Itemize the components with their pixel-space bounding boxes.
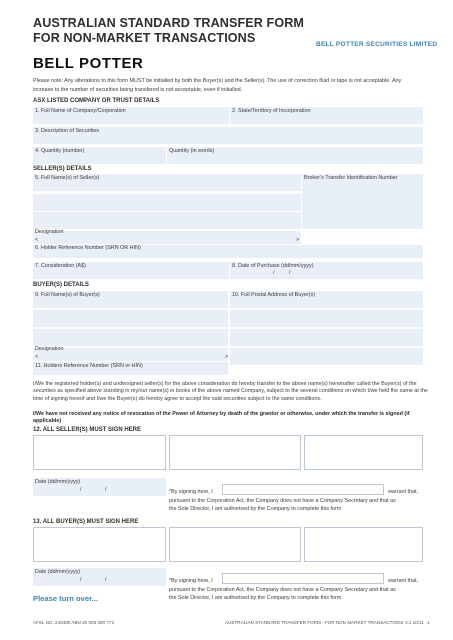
designation-open-bracket: < (35, 237, 39, 243)
seller-section-heading: SELLER(S) DETAILS (33, 166, 92, 172)
seller-sign-text-2: the Sole Director, I am authorised by the Company to complete this form (169, 506, 342, 512)
declaration-text: I/We the registered holder(s) and undersigned seller(s) for the above consideration do hereby transfer to the above name(s) hereinafter called the Buyer(s) of the securities as specified above standing in my/our name(s) in books of the above named Company, subject to the several conditions on which I/we held the same at the time of signing hereof and I/we the Buyer(s) do hereby agree to accept the said securities subject to the same conditions. (33, 381, 428, 402)
form-name-footer: AUSTRALIAN STANDARD TRANSFER FORM - FOR NON MARKET TRANSACTIONS V.1 10/11 (225, 620, 424, 625)
seller-designation-label: Designation (35, 229, 64, 235)
seller-name-field-2[interactable] (33, 194, 301, 211)
date-slash: / (80, 487, 82, 493)
buyer-signature-box-1[interactable] (33, 527, 166, 562)
buyer-warrant-label: warrant that, (388, 578, 418, 584)
consideration-field[interactable] (33, 262, 423, 279)
instruction-note: Please note: Any alterations to this form MUST be initialled by both the Buyer(s) and the Seller(s). The use of correction fluid or tape is not acceptable. Any increase to the number of securities being transfered is not acceptable, even if initialled. (33, 78, 402, 93)
page-number: 1 (427, 620, 430, 625)
consideration-label: 7. Consideration (A$) (35, 263, 86, 269)
seller-signature-box-3[interactable] (304, 435, 423, 470)
date-slash: / (105, 487, 107, 493)
company-name: BELL POTTER SECURITIES LIMITED (316, 41, 438, 48)
seller-sole-director-name-field[interactable] (222, 484, 384, 495)
date-slash: / (105, 577, 107, 583)
seller-signature-box-2[interactable] (169, 435, 301, 470)
buyer-address-field-4[interactable] (230, 348, 423, 365)
seller-warrant-label: warrant that, (388, 489, 418, 495)
buyer-sign-text-2: the Sole Director, I am authorised by the Company to complete this form (169, 595, 342, 601)
designation-close-bracket: > (225, 354, 229, 360)
designation-open-bracket: < (35, 354, 39, 360)
designation-close-bracket: > (296, 237, 300, 243)
buyer-designation-label: Designation (35, 346, 64, 352)
buyer-signature-box-2[interactable] (169, 527, 301, 562)
row-gap (33, 229, 301, 230)
buyers-sign-heading: 13. ALL BUYER(S) MUST SIGN HERE (33, 519, 139, 525)
purchase-date-label: 8. Date of Purchase (dd/mm/yyyy) (232, 263, 314, 269)
buyer-sign-text-1: pursuant to the Corporation Act, the Company does not have a Company Secretary and that as (169, 587, 396, 593)
sellers-sign-heading: 12. ALL SELLER(S) MUST SIGN HERE (33, 427, 142, 433)
buyer-hin-label: 11. Holders Reference Number (SRN or HIN) (35, 363, 143, 369)
broker-id-label: Broker’s Transfer Identification Number (304, 175, 398, 181)
seller-date-label: Date (dd/mm/yyyy) (35, 479, 81, 485)
field-divider (166, 147, 167, 164)
form-title-line2: FOR NON-MARKET TRANSACTIONS (33, 31, 256, 45)
seller-sign-text-1: pursuant to the Corporation Act, the Company does not have a Company Secretary and that as (169, 498, 396, 504)
buyer-section-heading: BUYER(S) DETAILS (33, 282, 89, 288)
seller-hin-label: 6. Holder Reference Number (SRN OR HIN) (35, 245, 141, 251)
buyer-address-field-3[interactable] (230, 329, 423, 346)
state-label: 2. State/Territory of Incorporation (232, 108, 311, 114)
buyer-name-field-2[interactable] (33, 310, 228, 327)
broker-id-field[interactable] (302, 174, 423, 229)
buyer-name-label: 9. Full Name(s) of Buyer(s) (35, 292, 100, 298)
turn-over-text: Please turn over... (33, 594, 98, 603)
buyer-date-label: Date (dd/mm/yyyy) (35, 569, 81, 575)
seller-sign-prefix: *By signing here, I (169, 489, 213, 495)
company-name-label: 1. Full Name of Company/Corporation (35, 108, 126, 114)
description-label: 3. Description of Securities (35, 128, 100, 134)
quantity-words-label: Quantity (in words) (169, 148, 215, 154)
field-divider (229, 262, 230, 279)
seller-name-field-3[interactable] (33, 212, 301, 229)
date-slash: / (273, 270, 275, 276)
buyer-address-label: 10. Full Postal Address of Buyer(s) (232, 292, 315, 298)
field-divider (229, 107, 230, 124)
buyer-sole-director-name-field[interactable] (222, 573, 384, 584)
seller-designation-field[interactable] (33, 231, 301, 244)
buyer-signature-box-3[interactable] (304, 527, 423, 562)
buyer-sign-prefix: *By signing here, I (169, 578, 213, 584)
declaration-bold: I/We have not received any notice of revocation of the Power of Attorney by death of the grantor or otherwise, under which the transfer is signed (if applicable) (33, 411, 410, 425)
seller-signature-box-1[interactable] (33, 435, 166, 470)
form-title-line1: AUSTRALIAN STANDARD TRANSFER FORM (33, 16, 305, 30)
bell-potter-logo: BELL POTTER (33, 55, 144, 72)
quantity-number-label: 4. Quantity (number) (35, 148, 85, 154)
quantity-field[interactable] (33, 147, 423, 164)
date-slash: / (80, 577, 82, 583)
date-slash: / (289, 270, 291, 276)
asx-section-heading: ASX LISTED COMPANY OR TRUST DETAILS (33, 98, 160, 104)
afsl-text: AFSL NO. 243480 ABN 25 006 390 772 (33, 620, 115, 625)
buyer-address-field-2[interactable] (230, 310, 423, 327)
buyer-name-field-3[interactable] (33, 329, 228, 346)
seller-name-label: 5. Full Name(s) of Seller(s) (35, 175, 100, 181)
